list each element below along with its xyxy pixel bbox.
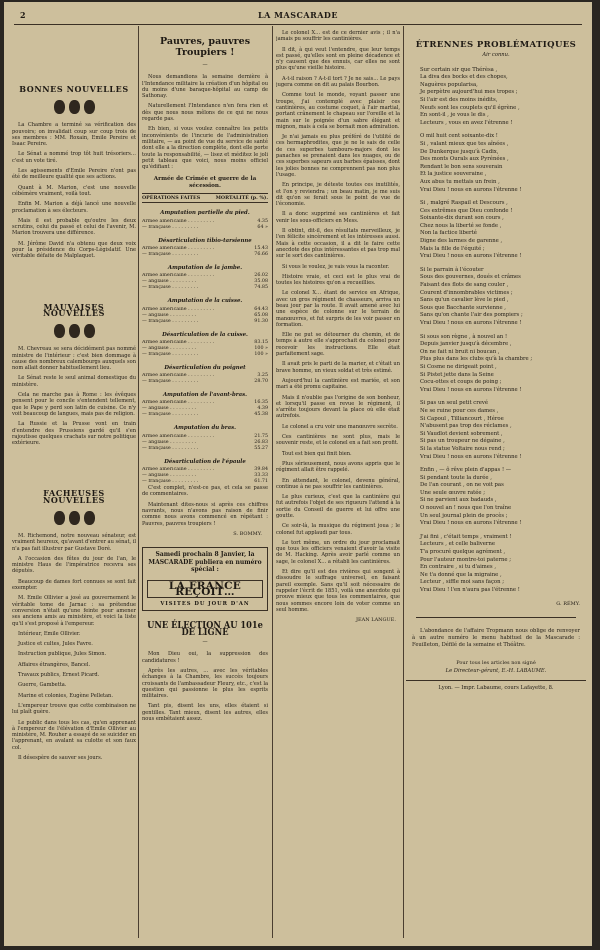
table-row: [142, 412, 268, 418]
poem-line: Lecteur , siffle moi sans façon ;: [420, 579, 504, 586]
poem-line: Et la justice souveraine ,: [420, 171, 487, 178]
paragraph: Le tort même, un ordre du jour proclamait que tous les officiers venaient d'avoir la visite de M. Hacking. Après avoir parlé comme un sage, le colonel X… a rétabli les cantinières.: [276, 539, 400, 565]
table-section-title: Amputation de l'avant-bras.: [162, 392, 248, 399]
column-divider: [403, 26, 404, 938]
article-signature: S. BOMMY.: [233, 530, 262, 537]
election-title: UNE ÉLECTION AU 101e DE LIGNE: [147, 621, 263, 638]
newspaper-page: [4, 2, 592, 946]
table-section-title: Amputation de la cuisse.: [167, 298, 243, 305]
row-label: Armée américaine . . . . . . . . .: [142, 306, 215, 312]
news-item: M. Chevreau se sera décidément pas nommé ministre de l'intérieur : c'est bien dommage à cause des nombreux calembourgs auxquels son nom allait donner habituellement lieu.: [12, 346, 136, 372]
poem-line: Sur certain sir que Thérèsa ,: [420, 66, 498, 73]
paragraph: Eh bien, si vous voulez connaître les petits inconvénients de l'incurie de l'administration militaire, — au point de vue du service de santé dont elle a la direction complète, dont elle porte toute la responsabilité, — lisez et méditez le joli petit tableau que voici, nous moins officiel qu'édifiant :: [142, 126, 268, 171]
poem-line: T'a procuré quelque agrément ,: [420, 549, 506, 556]
poem-line: Vrai Dieu ! nous en aurons l'étrenne !: [420, 520, 522, 527]
ops-left-header: OPÉRATIONS FAITES: [142, 195, 201, 202]
row-label: Armée américaine . . . . . . . . .: [142, 245, 215, 251]
paragraph: A-t-il raison ? A-t-il tort ? Je ne sais… Le pays jugera comme on dit au palais Bourbon.: [276, 75, 400, 89]
row-label: — anglaise . . . . . . . . .: [142, 473, 197, 479]
poem-line: Cocu-ottes et coups de poing ;: [420, 379, 502, 386]
masks-icon: [12, 100, 136, 114]
row-label: — française . . . . . . . . .: [142, 379, 199, 385]
poem-line: Pour l'auteur montre-toi paterne ;: [420, 556, 512, 563]
editor-note: L'abondance de l'affaire Tropmann nous oblige de renvoyer à un autre numéro le menu habituel de la Mascarade : Feuilleton, Défilé de la semaine et Théâtre.: [412, 627, 580, 649]
row-label: — française . . . . . . . . .: [142, 285, 199, 291]
paragraph: En attendant, le colonel, devenu général, continue à ne pas souffrir les cantinières.: [276, 477, 400, 490]
paragraph: Ce soir-là, la musique du régiment joua ; le colonel fut applaudi par tous.: [276, 523, 400, 536]
column-divider: [138, 26, 139, 938]
poem-line: On ne fait ni bruit ni boucan ,: [420, 348, 500, 355]
row-mortality: 74.85: [254, 285, 268, 291]
row-label: Armée américaine . . . . . . . . .: [142, 433, 215, 439]
poem-line: De l'an courant , on ne voit pas: [420, 482, 504, 489]
paragraph: Histoire vraie, et ceci est le plus vrai de toutes les histoires qu'on a recueillies.: [276, 273, 400, 287]
news-item: Instruction publique, Jules Simon.: [18, 651, 107, 658]
news-item: Le Sénat reste le seul animal domestique du ministère.: [12, 375, 136, 388]
poem-stanzas: [406, 67, 586, 595]
masks-icon: [12, 324, 136, 338]
paragraph: Plus sérieusement, nous avons appris que le régiment allait être rappelé.: [276, 460, 400, 474]
table-row: [142, 252, 268, 258]
poem-line: Si ne parvient aux badauds ,: [420, 497, 497, 504]
poem-line: Vrai Dieu ! nous en aurons l'étrenne !: [420, 253, 522, 260]
news-item: Le public dans tous les cas, qu'en apprenant à l'empereur de l'élévation d'Emile Ollivier au ministère, M. Rouher a essayé de se suicider en l'apprenant, en avalant sa culotte et son faux col.: [12, 719, 136, 751]
section-title-facheuses: FACHEUSES NOUVELLES: [42, 488, 106, 505]
facheuses-nouvelles-list: [12, 533, 136, 761]
row-label: Armée américaine . . . . . . . . .: [142, 373, 215, 379]
poem-line: Courent d'innombrables victimes ;: [420, 289, 513, 296]
paragraph: Le colonel X… est de ce dernier avis ; il n'a jamais pu souffrir les cantinières.: [276, 30, 400, 43]
row-mortality: 26.02: [254, 273, 268, 279]
row-label: Armée américaine . . . . . . . . .: [142, 339, 215, 345]
poem-line: Un seul journal plein de procès ;: [420, 512, 508, 519]
poem-stanza: [420, 133, 586, 194]
row-label: Armée américaine . . . . . . . . .: [142, 273, 215, 279]
poem-line: Plus plus dans les clubs qu'à la chambre ;: [420, 356, 533, 363]
table-header: [142, 193, 268, 203]
publication-note: Pour tous les articles non signé: [456, 659, 536, 666]
page-header: [4, 10, 592, 24]
poem-line: Mais la fille de l'équité ;: [420, 245, 485, 252]
poem-stanza: [420, 267, 586, 328]
poem-line: Lecteurs , et celle baliverne: [420, 541, 495, 548]
news-item: Intérieur, Emile Ollivier.: [18, 630, 81, 637]
poem-line: Sous des gouvernes, doués et crâmes: [420, 274, 521, 281]
paragraph: Le plus curieux, c'est que la cantinière qui fut autrefois l'objet de ses rigueurs l'attend à la sortie du Conseil de guerre et lui offre une goutte.: [276, 494, 400, 519]
poem-line: O mil huit cent soixante-dix !: [420, 133, 498, 140]
row-label: — anglaise . . . . . . . . .: [142, 345, 197, 351]
news-item: Affaires étrangères, Bancel.: [18, 661, 91, 668]
row-mortality: 16.35: [254, 400, 268, 406]
row-mortality: 55.27: [254, 445, 268, 451]
paragraph: Maintenant dites-nous si après ces chiffres navrants, nous n'avons pas raison de finir comme nous avons commencé en répétant : Pauvres, pauvres troupiers !: [142, 501, 268, 527]
poem-line: Je perpètre aujourd'hui mes tropes ;: [420, 89, 518, 96]
paragraph: C'est complet, n'est-ce pas, et cela se passe de commentaires.: [142, 485, 268, 498]
table-section-title: Désarticulation de l'épaule: [164, 458, 246, 465]
row-mortality: 76.66: [254, 251, 268, 257]
title-dash: —: [202, 639, 208, 646]
paragraph: Je n'ai jamais eu plus préféré de l'utilité de ces hermaphrodites, que je ne le sais de celle de ces superbes tambours-majors dont les panaches se prenaient dans les nuages, ou de ces superbes sapeurs aux barbes épaisses, dont les jolies bonnes ne comprennent pas non plus l'usage.: [276, 134, 400, 178]
news-item: Les agissements d'Emile Pereire n'ont pas été de meilleure qualité que ses actions.: [12, 168, 136, 181]
column-cantinieres: [276, 30, 400, 938]
news-item: La Chambre a terminé sa vérification des pouvoirs; on invalidait coup sur coup trois de ses membres : MM. Roxain, Emile Pereire et Isaac Pereire.: [12, 122, 136, 148]
news-item: L'empereur trouve que cette combinaison ne lui plaît guère.: [12, 702, 136, 716]
poem-line: Si le parrain à l'écouter: [420, 266, 484, 273]
paragraph: Il obtint, dit-il, des résultats merveilleux, je l'en félicite sincèrement et les intéresses aussi. Mais à cette occasion, il a dit le faire cette anecdote des plus intéressantes et pas trop mal sur le sort des cantinières.: [276, 228, 400, 260]
poem-line: Si , valant mieux que tes aînées ,: [420, 140, 509, 147]
paragraph: Ces cantinières ne sont plus, mais le souvenir reste, et le colonel en a fait son profit.: [276, 434, 400, 447]
row-mortality: 100 »: [254, 345, 268, 351]
mauvaises-nouvelles-list: [12, 346, 136, 446]
bonnes-nouvelles-list: [12, 122, 136, 259]
row-mortality: 4.35: [257, 218, 268, 224]
poem-line: Neufs sont les couplets qu'il égrène ,: [420, 104, 520, 111]
table-section-title: Amputation partielle du pied.: [160, 210, 250, 217]
poem-line: Si Pistet jette dans la Seine: [420, 371, 494, 378]
poem-stanza: [420, 400, 586, 461]
row-label: — anglaise . . . . . . . . .: [142, 279, 197, 285]
paragraph: Nous demandions la semaine dernière à l'Intendance militaire la création d'un hôpital ou du moins d'une baraque-hôpital au camp de Sathonay.: [142, 74, 268, 100]
announcement-text: Samedi prochain 8 Janvier, la MASCARADE publiera en numéro spécial :: [148, 551, 262, 574]
row-mortality: 45.38: [254, 412, 268, 418]
poem-line: Rendant le bon sens souverain: [420, 163, 503, 170]
cantinieres-article: [276, 30, 400, 613]
row-mortality: 21.75: [254, 433, 268, 439]
row-label: — française . . . . . . . . .: [142, 251, 199, 257]
poem-line: Depuis janvier jusqu'à décembre ,: [420, 341, 512, 348]
row-mortality: 64 »: [257, 224, 268, 230]
poem-line: En sont-il , je vous le dis ,: [420, 112, 489, 119]
poem-line: De Dunkerque jusqu'à Cadix,: [420, 148, 499, 155]
election-text: [142, 651, 268, 722]
poem-line: N'abusent pas trop des réclames ,: [420, 423, 512, 430]
divider: [416, 617, 576, 618]
table-row: [142, 225, 268, 231]
masks-icon: [12, 511, 136, 525]
poem-title: ÉTRENNES PROBLÉMATIQUES: [415, 40, 577, 50]
paragraph: Après les autres, … avec les véritables échanges à la Chambre, les succès toujours croissants de l'ambassadeur Fleury, etc., c'est la question qui passionne le plus les esprits militaires.: [142, 667, 268, 700]
poem-stanza: [420, 200, 586, 261]
poem-line: Faisant des flots de sang couler ,: [420, 282, 509, 289]
news-item: Cela ne marche pas à Rome : les évêques pensent pour le concile s'entendent tellement, que le Pape y perd son latin de cuisine. Ce n'y voit beaucoup de langues, mais pas de religion.: [12, 392, 136, 417]
news-item: Justice et cultes, Jules Favre.: [18, 641, 93, 648]
poem-line: En contraire , si tu d'aimes ,: [420, 564, 497, 571]
row-mortality: 33.33: [254, 473, 268, 479]
column-etrennes: [406, 30, 586, 938]
table-title: Armée de Crimée et guerre de la sécession.: [153, 176, 257, 189]
announcement-subtitle: VISITES DU JOUR D'AN: [160, 601, 250, 608]
article-intro: [142, 74, 268, 170]
row-label: — anglaise . . . . . . . . .: [142, 439, 197, 445]
table-row: [142, 319, 268, 325]
poem-line: Non la factice liberté: [420, 230, 477, 237]
paragraph: Tant pis, disent les uns, elles étaient si gentilles. Tant mieux, disent les autres, elles nous embêtaient assez.: [142, 703, 268, 723]
paragraph: Le colonel X… étant de service en Afrique, avec un gros régiment de chasseurs, arriva un beau jour par la route. Il avait amené avec lui une espèce de colonne sur le terrain de manœuvres, et fut surpris de les voir passer en formation.: [276, 290, 400, 328]
article-outro: [142, 485, 268, 527]
news-item: Guerre, Gambetta.: [18, 682, 67, 689]
news-item: Le Sénat a nommé trop tôt huit trésoriers… c'est un vote tiré.: [12, 151, 136, 164]
poem-line: Aux abus tu mettais un frein ,: [420, 178, 500, 185]
news-item: Mais il est probable qu'outre les deux scrutins, celui du passé et celui de l'avenir, M. Marion trouvera une différence.: [12, 217, 136, 237]
paragraph: Mais il n'oublie pas l'origine de son bonheur, et lorsqu'il passe en revue le régiment, il s'arrête toujours devant la place où elle était autrefois.: [276, 394, 400, 420]
poem-stanza: [420, 467, 586, 528]
paragraph: Il avait pris le parti de la marier, et c'était un brave homme, un vieux soldat et très estimé.: [276, 361, 400, 374]
poem-line: Si pendant toute la durée ,: [420, 474, 492, 481]
section-title-mauvaises: MAUVAISES NOUVELLES: [42, 301, 106, 318]
poem-line: Vrai Dieu ! nous en aurons l'étrenne !: [420, 453, 522, 460]
director-line: Le Directeur-gérant, E.-H. LABAUME.: [445, 667, 547, 674]
ops-right-header: MORTALITÉ (p. %).: [215, 195, 268, 202]
row-mortality: 64.43: [254, 306, 268, 312]
poem-line: Sous que Bacchante survienne ,: [420, 304, 506, 311]
poem-line: Des monts Ourals aux Pyrénées ,: [420, 156, 509, 163]
row-label: — anglaise . . . . . . . . .: [142, 312, 197, 318]
table-section-title: Amputation du bras.: [173, 425, 237, 432]
column-nouvelles: [12, 30, 136, 938]
table-row: [142, 446, 268, 452]
poem-line: Si la statue Voltaire nous rend ;: [420, 445, 505, 452]
row-mortality: 28.70: [254, 379, 268, 385]
poem-line: Si pas un seul petit crevé: [420, 400, 489, 407]
poem-air: Air connu.: [482, 52, 510, 59]
news-item: M. Jérôme David n'a obtenu que deux voix pour la présidence du Corps-Législatif. Une véritable défaite de Malplaquet.: [12, 240, 136, 260]
paragraph: Elle ne put se détourner du chemin, et de temps à autre elle s'approchait du colonel pour recevoir les instructions. Elle était parfaitement sage.: [276, 332, 400, 358]
poem-stanza: [420, 334, 586, 395]
news-item: M. Richemond, notre nouveau sénateur, est vraiment heureux, qu'avant d'entrer au sénat, il n'a pas fait illustrer par Gustave Doré.: [12, 532, 136, 552]
row-label: — française . . . . . . . . .: [142, 445, 199, 451]
poem-line: La diva des bocks et des chopes,: [420, 74, 508, 81]
paragraph: Aujourd'hui la cantinière est mariée, et son mari a été promu capitaine.: [276, 377, 400, 391]
poem-line: Enfin , — ô rêve plein d'appas ! —: [420, 467, 512, 474]
announcement-box: [142, 547, 268, 611]
row-label: — française . . . . . . . . .: [142, 318, 199, 324]
news-item: La Russie et la Prusse vont en train d'entendre des Prussiens gardé qu'il s'en rajoutisse quelques crachats sur notre politique extérieure.: [12, 421, 136, 447]
poem-line: Si Cosme ne dirigeait point ,: [420, 363, 497, 370]
masthead-title: LA MASCARADE: [258, 10, 338, 20]
poem-line: Si Capoul , Tilliancourt , Héroe: [420, 415, 504, 422]
poem-line: Digne des larmes de garenne ,: [420, 238, 503, 245]
paragraph: Naturellement l'Intendance n'en fera rien et dès que nous nous mêlons de ce qui ne nous regarde pas.: [142, 103, 268, 123]
paragraph: Si vous le voulez, je vais vous la raconter.: [282, 263, 390, 270]
printer-line: Lyon. — Impr. Labaume, cours Lafayette, 8.: [406, 680, 586, 691]
poem-stanza: [420, 534, 586, 595]
poem-line: Une seule œuvre ratée ;: [420, 489, 486, 496]
row-mortality: 100 »: [254, 351, 268, 357]
poem-line: Si sous son règne , à nouvel an !: [420, 333, 508, 340]
row-mortality: 26.83: [254, 439, 268, 445]
poem-line: Vrai Dieu ! nous en aurons l'étrenne !: [420, 320, 522, 326]
row-label: Armée américaine . . . . . . . . .: [142, 467, 215, 473]
row-mortality: 15.43: [254, 245, 268, 251]
row-label: — anglaise . . . . . . . . .: [142, 406, 197, 412]
poem-line: Si l'air est des moins inédits,: [420, 96, 498, 103]
table-section-title: Amputation de la jambe.: [167, 264, 243, 271]
paragraph: Et dire qu'il est des rivières qui songent à dissoudre le suffrage universel, en faisant pareil exemple. Sans qu'il soit nécessaire de rappeler l'écrit de 1851, voilà une anecdote qui prouve mieux que tous les commentaires, que nous sommes encore loin de voter comme un seul homme.: [276, 569, 400, 613]
row-label: — française . . . . . . . . .: [142, 224, 199, 230]
poem-line: Vrai Dieu ! l'en n'aura pas l'étrenne !: [420, 587, 520, 593]
poem-line: Vrai Dieu ! nous en aurons l'étrenne !: [420, 386, 522, 393]
row-mortality: 3.25: [257, 373, 268, 379]
paragraph: Le colonel a cru voir une manœuvre secrète.: [282, 423, 398, 430]
article-title: Pauvres, pauvres Troupiers !: [159, 36, 251, 58]
news-item: Il désespère de sauver ses jours.: [18, 755, 103, 761]
paragraph: Il a donc supprimé ses cantinières et fait venir les sous-officiers en Mess.: [276, 211, 400, 224]
row-mortality: 65.08: [254, 312, 268, 318]
poem-line: Si Vaudlot devient sobrement ,: [420, 430, 503, 437]
poem-stanza: [420, 67, 586, 128]
table-section-title: Désarticulation de la cuisse.: [162, 331, 248, 338]
poem-line: O nouvel an ! nous que l'on traîne: [420, 505, 512, 512]
row-label: Armée américaine . . . . . . . . .: [142, 400, 215, 406]
paragraph: Tout est bien qui finit bien.: [282, 450, 352, 457]
row-mortality: 61.71: [254, 479, 268, 485]
header-rule: [14, 24, 582, 25]
poem-signature: G. RÉMY.: [556, 600, 580, 607]
row-label: — française . . . . . . . . .: [142, 351, 199, 357]
poem-line: Ne t'a donné que la migraine ,: [420, 571, 502, 578]
paragraph: Mon Dieu oui, la suppression des candidatures !: [142, 651, 268, 664]
article-signature: JEAN LANGUE.: [356, 617, 396, 624]
table-section-title: Désarticulation tibio-tarsienne: [158, 237, 252, 244]
row-mortality: 35.08: [254, 279, 268, 285]
poem-line: Ne se ruine pour ces dames ,: [420, 407, 499, 414]
poem-line: Ces extrêmes que Dieu confonde !: [420, 207, 513, 214]
news-item: Beaucoup de dames fort connues se sont fait exempter.: [12, 578, 136, 592]
title-dash: —: [202, 62, 208, 68]
section-title-bonnes: BONNES NOUVELLES: [19, 84, 129, 94]
news-item: Quant à M. Marion, c'est une nouvelle cébémère vraiment, voilà tout.: [12, 184, 136, 197]
row-label: — française . . . . . . . . .: [142, 412, 199, 418]
poem-line: Soixante-dix durant son cours ,: [420, 215, 504, 222]
paragraph: Il dit, à qui veut l'entendre, que leur temps est passé, qu'elles sont en pleine décadence et n'y causent que des ennuis, car elles ne sont plus qu'une vieille histoire.: [276, 46, 400, 72]
poem-line: Sans qu'un cavalier lève le pied ,: [420, 297, 509, 304]
news-item: A l'occasion des fêtes du jour de l'an, le ministre Haus de l'impératrice recevra ses députés.: [12, 555, 136, 575]
row-label: — française . . . . . . . . .: [142, 479, 199, 485]
poem-line: Si , malgré Raspail et Descours ,: [420, 200, 508, 207]
row-label: Armée américaine . . . . . . . . .: [142, 218, 215, 224]
paragraph: Comme tout le monde, voyant passer une troupe, j'ai contemplé avec plaisir ces cantinières, au costume coquet, à l'air martial, portant crânement le chapeau sur l'oreille et la main sur le poignée d'un sabre élégant et mignon, mais à cela se bornait mon admiration.: [276, 92, 400, 130]
poem-line: Chez nous la liberté se fonde ,: [420, 222, 502, 229]
news-item: M. Emile Ollivier a josé au gouvernement le véritable tome de Jarnac : sa prétendue conversion n'était qu'une feinte pour amener ses anciens amis au ministère, et voici la liste qu'il s'est proposé à l'empereur.: [12, 595, 136, 627]
row-mortality: 39.84: [254, 467, 268, 473]
row-mortality: 91.30: [254, 318, 268, 324]
news-item: Marine et colonies, Eugène Pelletan.: [18, 692, 113, 699]
row-mortality: 4.39: [257, 406, 268, 412]
news-item: Enfin M. Marion a déjà lancé une nouvelle proclamation à ses électeurs.: [12, 201, 136, 214]
mortality-table: [142, 210, 268, 485]
news-item: Travaux publics, Ernest Picard.: [18, 672, 100, 679]
table-row: [142, 379, 268, 385]
poem-line: Si pas un troupeur ne dégaine ,: [420, 438, 505, 445]
table-section-title: Désarticulation du poignet: [164, 364, 246, 371]
column-troupiers: [142, 30, 268, 938]
paragraph: En principe, je déteste toutes ces inutilités, et l'on y reviendra ; un beau matin, je me suis dit qu'on se ferait sous le point de vue de l'économie.: [276, 182, 400, 208]
poem-line: J'ai fini , c'était temps , vraiment !: [420, 533, 512, 540]
table-row: [142, 285, 268, 291]
poem-line: Lecteurs , vous en avez l'étrenne !: [420, 119, 513, 126]
poem-line: Sans qu'on chante l'air des pompiers ;: [420, 312, 523, 319]
poem-line: Naguères popularisa,: [420, 81, 478, 88]
announcement-headline: LA FRANCE REÇOIT…: [147, 580, 263, 599]
column-divider: [272, 26, 273, 938]
table-row: [142, 352, 268, 358]
poem-line: Vrai Dieu ! nous en aurons l'étrenne !: [420, 186, 522, 193]
page-number: 2: [20, 10, 27, 20]
row-mortality: 83.15: [254, 339, 268, 345]
